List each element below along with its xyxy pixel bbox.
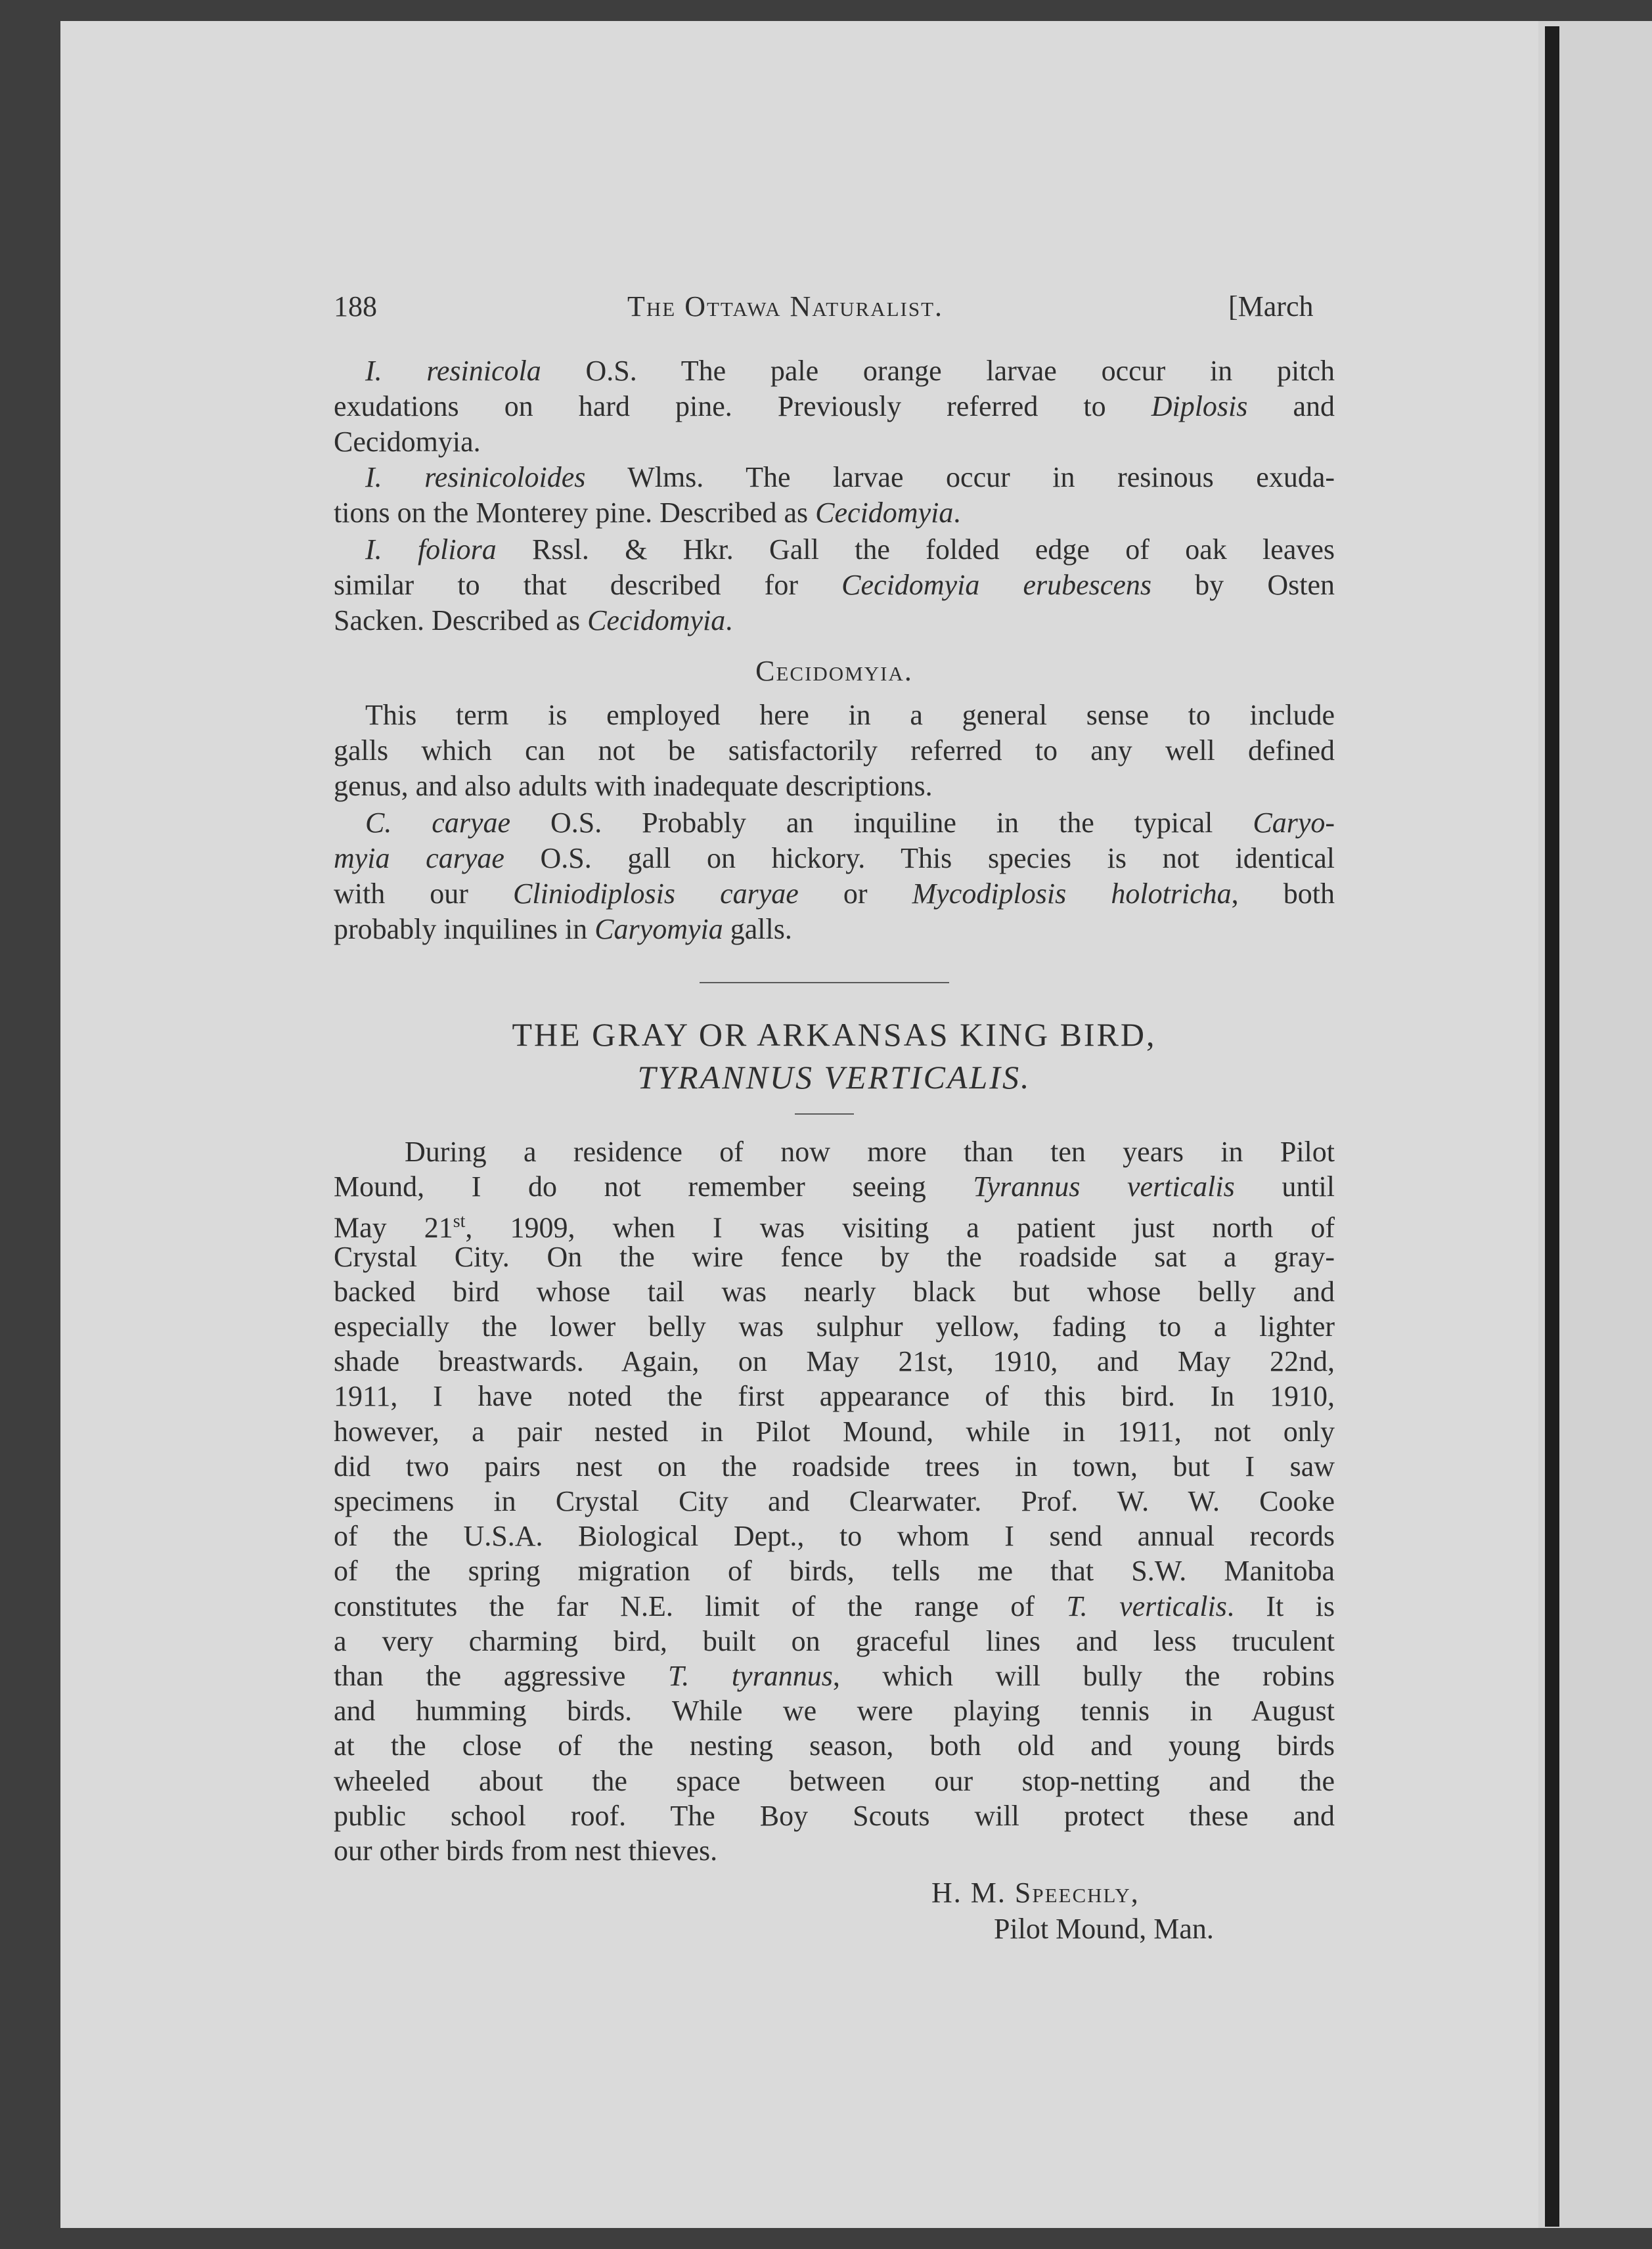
body-text: a very charming bird, built on graceful lines and less truculent <box>334 1624 1335 1657</box>
running-month: [March <box>1228 290 1314 323</box>
entry-line <box>365 460 1335 495</box>
page-number: 188 <box>334 290 377 323</box>
entry-line <box>334 912 1335 947</box>
body-line <box>334 1798 1335 1834</box>
genus-name: Cecidomyia erubescens <box>841 569 1151 601</box>
article-title: THE GRAY OR ARKANSAS KING BIRD, <box>512 1016 1157 1053</box>
genus-name: Mycodiplosis holotricha <box>912 878 1232 910</box>
body-text: Crystal City. On the wire fence by the roadside sat a gray- <box>334 1240 1335 1273</box>
body-line <box>334 1274 1335 1310</box>
body-text: at the close of the nesting season, both old and young birds <box>334 1729 1335 1762</box>
body-line <box>405 1134 1335 1170</box>
genus-name: C. caryae <box>365 807 511 839</box>
entry-text: or <box>798 878 912 910</box>
entry-line <box>334 568 1335 603</box>
body-text: our other birds from nest thieves. <box>334 1835 718 1867</box>
body-text: , 1909, when I was visiting a patient just north of <box>465 1212 1335 1245</box>
body-text: until <box>1234 1170 1335 1203</box>
genus-name: Cecidomyia <box>587 604 726 636</box>
body-line <box>334 1833 1335 1869</box>
body-text: public school roof. The Boy Scouts will protect these and <box>334 1799 1335 1832</box>
body-line <box>334 1239 1335 1275</box>
running-title: The Ottawa Naturalist. <box>627 290 944 323</box>
entry-text: Cecidomyia. <box>334 426 481 458</box>
entry-text: Sacken. Described as <box>334 604 588 636</box>
body-line <box>334 1589 1335 1624</box>
entry-line <box>334 424 1335 460</box>
body-text: . It is <box>1226 1590 1335 1622</box>
species-name: I. foliora <box>365 533 497 566</box>
author-name: H. M. Speechly, <box>931 1877 1140 1909</box>
entry-text: galls. <box>723 913 792 945</box>
entry-text: by Osten <box>1151 569 1335 601</box>
entry-text: probably inquilines in <box>334 913 595 945</box>
paragraph-line <box>334 768 1335 804</box>
author-location: Pilot Mound, Man. <box>994 1913 1214 1945</box>
title-underline <box>795 1113 854 1115</box>
genus-name: Caryo- <box>1253 807 1335 839</box>
body-line <box>334 1519 1335 1554</box>
entry-text: O.S. gall on hickory. This species is not identical <box>504 842 1335 874</box>
entry-text: tions on the Monterey pine. Described as <box>334 497 816 529</box>
entry-line <box>365 353 1335 389</box>
body-text: During a residence of now more than ten years in Pilot <box>405 1136 1335 1168</box>
paragraph-text: genus, and also adults with inadequate descriptions. <box>334 770 933 802</box>
body-text: constitutes the far N.E. limit of the range of <box>334 1590 1067 1622</box>
body-line <box>334 1379 1335 1414</box>
paragraph-text: galls which can not be satisfactorily referred to any well defined <box>334 734 1335 767</box>
body-text: May 21 <box>334 1212 453 1245</box>
body-line <box>334 1484 1335 1519</box>
entry-text: , both <box>1231 878 1335 910</box>
binding-rule <box>1545 26 1559 2227</box>
ordinal-suffix: st <box>453 1211 466 1232</box>
body-line <box>334 1624 1335 1659</box>
entry-text: Rssl. & Hkr. Gall the folded edge of oak leaves <box>532 533 1335 566</box>
body-line <box>334 1449 1335 1484</box>
body-text: Mound, I do not remember seeing <box>334 1170 973 1203</box>
species-name: T. tyrannus <box>668 1660 833 1692</box>
body-text: than the aggressive <box>334 1660 669 1692</box>
page-sheet <box>60 21 1538 2228</box>
article-subtitle: TYRANNUS VERTICALIS. <box>637 1059 1031 1096</box>
species-name: T. verticalis <box>1066 1590 1227 1622</box>
entry-text: similar to that described for <box>334 569 842 601</box>
body-text: of the spring migration of birds, tells me that S.W. Manitoba <box>334 1555 1335 1588</box>
entry-text: . <box>953 497 961 529</box>
body-text: backed bird whose tail was nearly black but whose belly and <box>334 1275 1335 1308</box>
entry-text: . <box>725 604 733 636</box>
body-line <box>334 1659 1335 1694</box>
paragraph-line <box>334 733 1335 768</box>
body-line <box>334 1764 1335 1799</box>
section-divider <box>700 982 949 983</box>
body-line <box>334 1553 1335 1589</box>
genus-name: Cecidomyia <box>815 497 954 529</box>
paragraph-line <box>365 698 1335 733</box>
species-name: Tyrannus verticalis <box>973 1170 1235 1203</box>
body-text: and humming birds. While we were playing tennis in August <box>334 1695 1335 1727</box>
body-text: specimens in Crystal City and Clearwater. Prof. W. W. Cooke <box>334 1485 1335 1517</box>
body-text: especially the lower belly was sulphur yellow, fading to a lighter <box>334 1310 1335 1343</box>
paragraph-text: This term is employed here in a general sense to include <box>365 699 1335 731</box>
body-text: shade breastwards. Again, on May 21st, 1910, and May 22nd, <box>334 1345 1335 1378</box>
entry-line <box>334 876 1335 912</box>
body-line <box>334 1344 1335 1379</box>
species-name: I. resinicoloides <box>365 461 586 493</box>
body-line <box>334 1414 1335 1450</box>
body-line <box>334 1169 1335 1205</box>
body-text: wheeled about the space between our stop-netting and the <box>334 1764 1335 1797</box>
entry-text: exudations on hard pine. Previously referred to <box>334 390 1151 422</box>
entry-text: O.S. The pale orange larvae occur in pitch <box>585 355 1335 387</box>
body-text: of the U.S.A. Biological Dept., to whom I send annual records <box>334 1520 1335 1553</box>
genus-name: Diplosis <box>1151 390 1248 422</box>
body-text: 1911, I have noted the first appearance of this bird. In 1910, <box>334 1380 1335 1413</box>
body-text: however, a pair nested in Pilot Mound, while in 1911, not only <box>334 1415 1335 1448</box>
body-text: , which will bully the robins <box>832 1660 1335 1692</box>
entry-line <box>334 389 1335 424</box>
body-text: did two pairs nest on the roadside trees in town, but I saw <box>334 1450 1335 1482</box>
entry-text: and <box>1247 390 1335 422</box>
body-line <box>334 1693 1335 1729</box>
genus-name: myia caryae <box>334 842 504 874</box>
entry-line <box>365 805 1335 841</box>
species-name: I. resinicola <box>365 355 541 387</box>
section-heading-cecidomyia: Cecidomyia. <box>755 655 913 687</box>
entry-line <box>334 841 1335 876</box>
body-line <box>334 1309 1335 1345</box>
genus-name: Caryomyia <box>594 913 723 945</box>
entry-line <box>365 532 1335 568</box>
entry-line <box>334 603 1335 638</box>
genus-name: Cliniodiplosis caryae <box>513 878 799 910</box>
body-line <box>334 1728 1335 1764</box>
entry-text: Wlms. The larvae occur in resinous exuda- <box>627 461 1335 493</box>
entry-text: with our <box>334 878 514 910</box>
entry-line <box>334 495 1335 531</box>
entry-text: O.S. Probably an inquiline in the typical <box>510 807 1253 839</box>
